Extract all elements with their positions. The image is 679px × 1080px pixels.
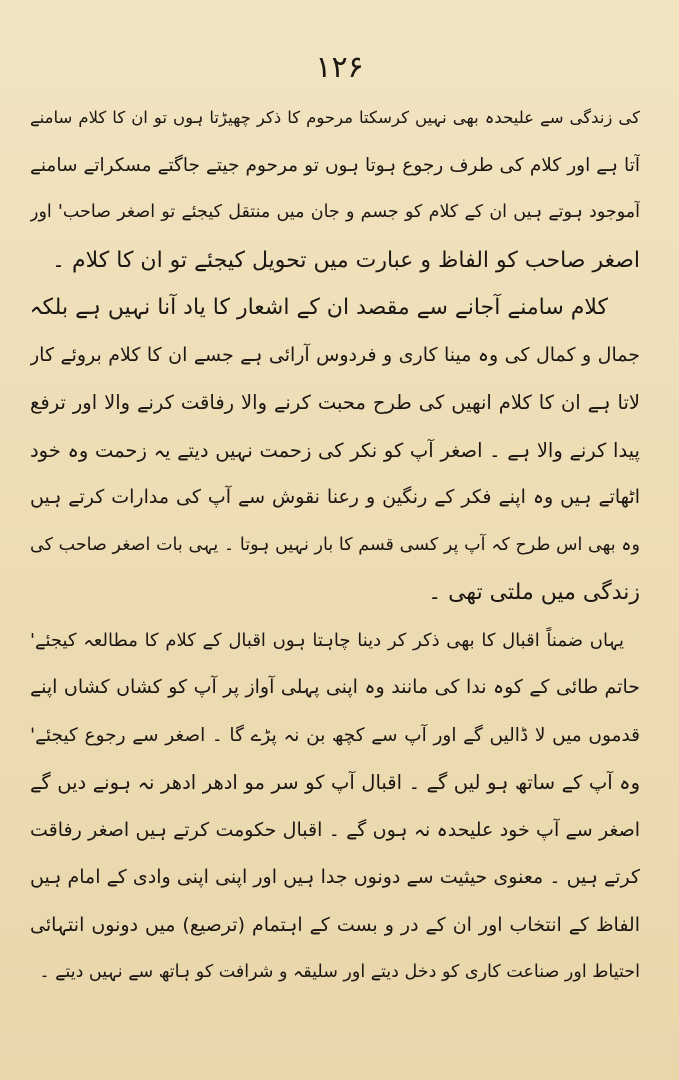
text-line: وہ آپ کے ساتھ ہو لیں گے ۔ اقبال آپ کو سر مو ادھر ادھر نہ ہونے دیں گے — [30, 771, 640, 794]
text-line: اصغر صاحب کو الفاظ و عبارت میں تحویل کیجئے تو ان کا کلام ۔ — [52, 247, 640, 273]
text-line: پیدا کرنے والا ہے ۔ اصغر آپ کو نکر کی زحمت نہیں دیتے یہ زحمت وہ خود — [30, 438, 640, 462]
text-line: زندگی میں ملتی تھی ۔ — [428, 580, 640, 605]
text-line: آتا ہے اور کلام کی طرف رجوع ہوتا ہوں تو مرحوم جیتے جاگتے مسکراتے سامنے — [30, 154, 640, 176]
text-line: آموجود ہوتے ہیں ان کے کلام کو جسم و جان میں منتقل کیجئے تو اصغر صاحب' اور — [30, 202, 640, 222]
text-line: الفاظ کے انتخاب اور ان کے در و بست کے اہتمام (ترصیع) میں دونوں انتہائی — [30, 913, 640, 936]
text-line: کلام سامنے آجانے سے مقصد ان کے اشعار کا یاد آنا نہیں ہے بلکہ — [30, 295, 608, 320]
page-number: ۱۲۶ — [315, 50, 364, 85]
urdu-text-body — [30, 94, 640, 997]
text-line: لاتا ہے ان کا کلام انھیں کی طرح محبت کرنے والا رفاقت کرنے والا اور ترفع — [30, 391, 640, 414]
text-line: قدموں میں لا ڈالیں گے اور آپ سے کچھ بن نہ پڑے گا ۔ اصغر سے رجوع کیجئے' — [30, 724, 640, 746]
text-line: اٹھاتے ہیں وہ اپنے فکر کے رنگین و رعنا نقوش سے آپ کی مدارات کرتے ہیں — [30, 486, 640, 508]
text-line: کرتے ہیں ۔ معنوی حیثیت سے دونوں جدا ہیں اور اپنی اپنی وادی کے امام ہیں — [30, 866, 640, 888]
text-line: کی زندگی سے علیحدہ بھی نہیں کرسکتا مرحوم کا ذکر چھیڑتا ہوں تو ان کا کلام سامنے — [30, 108, 640, 127]
text-line: یہاں ضمناً اقبال کا بھی ذکر کر دینا چاہتا ہوں اقبال کے کلام کا مطالعہ کیجئے' — [30, 629, 624, 651]
text-line: احتیاط اور صناعت کاری کو دخل دیتے اور سلیقہ و شرافت کو ہاتھ سے نہیں دیتے ۔ — [39, 962, 640, 982]
text-line: اصغر سے آپ خود علیحدہ نہ ہوں گے ۔ اقبال حکومت کرتے ہیں اصغر رفاقت — [30, 818, 640, 841]
text-line: وہ بھی اس طرح کہ آپ پر کسی قسم کا بار نہیں ہوتا ۔ یہی بات اصغر صاحب کی — [30, 534, 640, 555]
text-line: جمال و کمال کی وہ مینا کاری و فردوس آرائی ہے جسے ان کا کلام بروئے کار — [30, 343, 640, 366]
text-line: حاتم طائی کے کوہ ندا کی مانند وہ اپنی پہلی آواز پر آپ کو کشاں کشاں اپنے — [30, 676, 640, 698]
